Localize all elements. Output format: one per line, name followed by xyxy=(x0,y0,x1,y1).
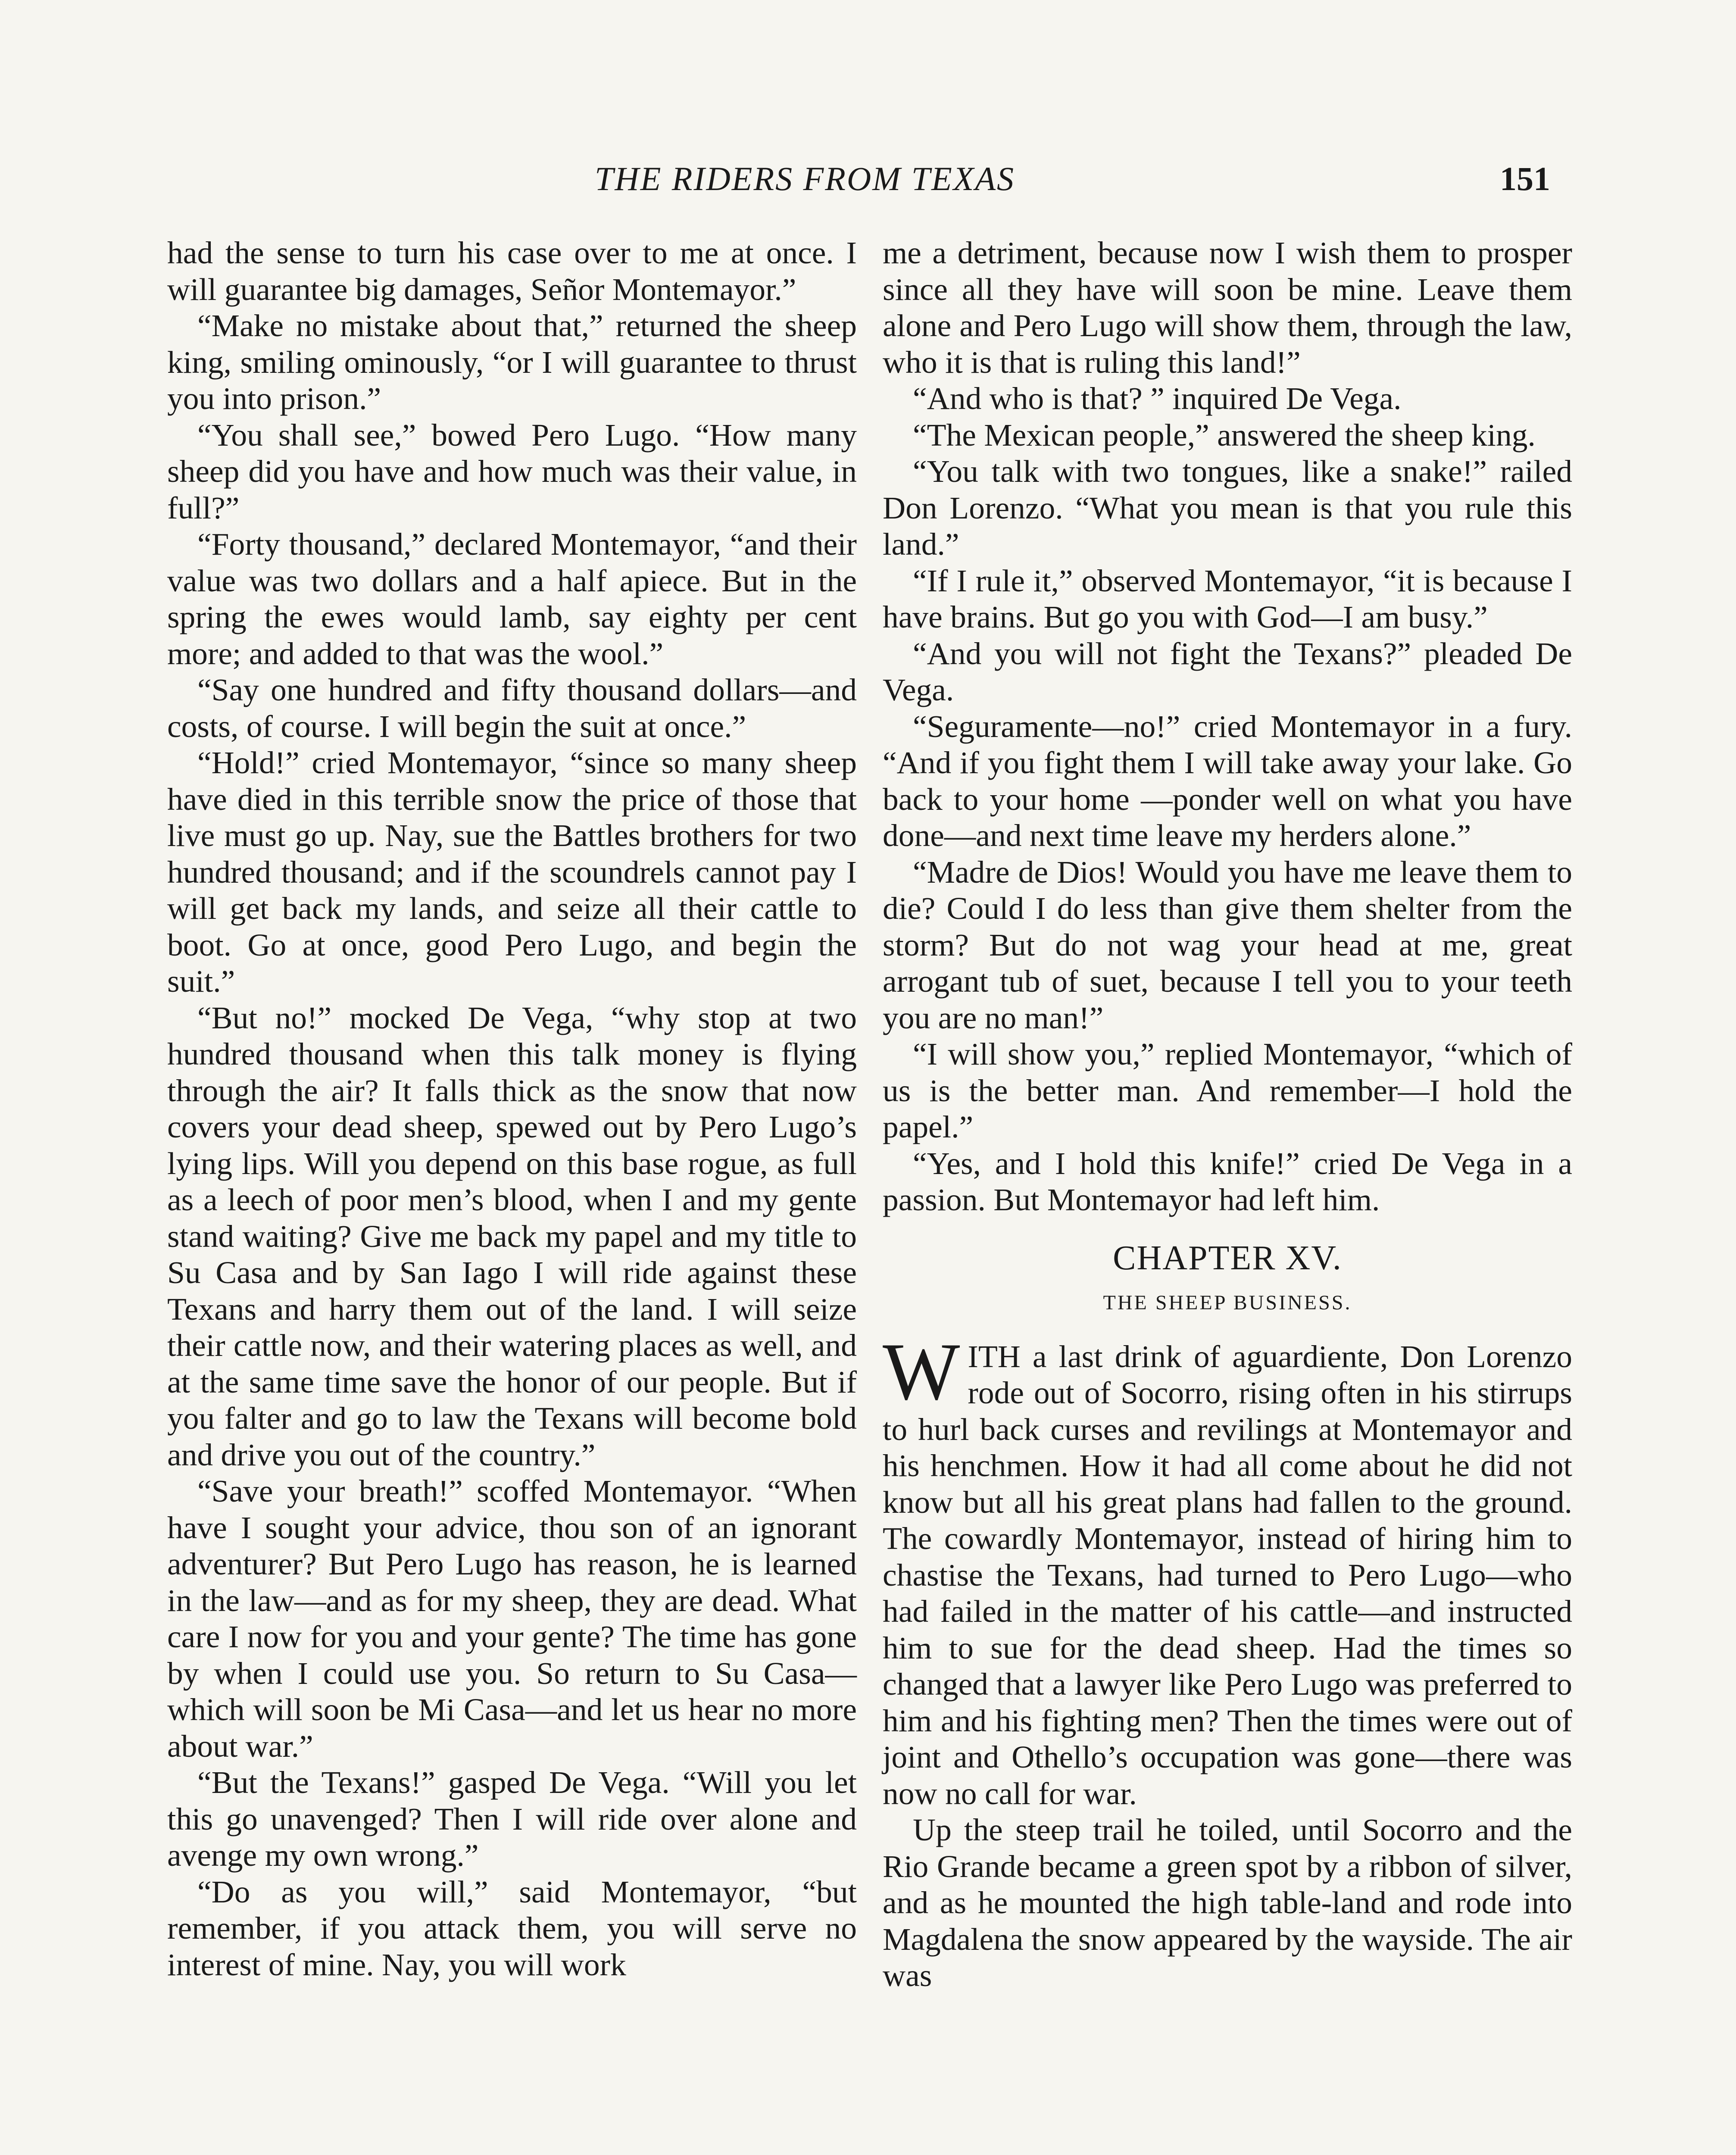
chapter-opening-paragraph xyxy=(883,1326,1572,1812)
paragraph: “The Mexican people,” answered the sheep king. xyxy=(913,417,1536,453)
paragraph: “Say one hundred and fifty thousand dollars—and costs, of course. I will begin the suit at once.” xyxy=(167,672,857,744)
paragraph: had the sense to turn his case over to me at once. I will guarantee big damages, Señor Montemayor.” xyxy=(167,235,857,307)
paragraph: “Madre de Dios! Would you have me leave them to die? Could I do less than give them shelter from the storm? But do not wag your head at me, great arrogant tub of suet, because I tell you to your teeth you are no man!” xyxy=(883,854,1572,1035)
page-number: 151 xyxy=(1500,160,1550,197)
paragraph: “Hold!” cried Montemayor, “since so many sheep have died in this terrible snow the price of those that live must go up. Nay, sue the Battles brothers for two hundred thousand; and if the scoundrels cannot pay I will get back my lands, and seize all their cattle to boot. Go at once, good Pero Lugo, and begin the suit.” xyxy=(167,745,857,999)
paragraph: me a detriment, because now I wish them to prosper since all they have will soon be mine. Leave them alone and Pero Lugo will show them, through the law, who it is that is ruling this land!” xyxy=(883,235,1572,380)
left-column xyxy=(167,235,857,1983)
paragraph: “Yes, and I hold this knife!” cried De Vega in a passion. But Montemayor had left him. xyxy=(883,1146,1572,1217)
chapter-heading: CHAPTER XV. xyxy=(1113,1239,1342,1277)
paragraph: “You shall see,” bowed Pero Lugo. “How many sheep did you have and how much was their value, in full?” xyxy=(167,417,857,525)
paragraph: “Do as you will,” said Montemayor, “but remember, if you attack them, you will serve no interest of mine. Nay, you will work xyxy=(167,1874,857,1982)
paragraph: “Seguramente—no!” cried Montemayor in a fury. “And if you fight them I will take away your lake. Go back to your home —ponder well on what you have done—and next time leave my herders alone.” xyxy=(883,709,1572,853)
paragraph: “If I rule it,” observed Montemayor, “it is because I have brains. But go you with God—I am busy.” xyxy=(883,563,1572,634)
paragraph: “And who is that? ” inquired De Vega. xyxy=(913,381,1402,416)
running-head: THE RIDERS FROM TEXAS xyxy=(595,160,1015,197)
paragraph: “But the Texans!” gasped De Vega. “Will you let this go unavenged? Then I will ride over alone and avenge my own wrong.” xyxy=(167,1765,857,1873)
paragraph: “Make no mistake about that,” returned the sheep king, smiling ominously, “or I will guarantee to thrust you into prison.” xyxy=(167,308,857,416)
right-column xyxy=(883,235,1572,1994)
paragraph: “Save your breath!” scoffed Montemayor. “When have I sought your advice, thou son of an ignorant adventurer? But Pero Lugo has reason, he is learned in the law—and as for my sheep, they are dead. What care I now for you and your gente? The time has gone by when I could use you. So return to Su Casa—which will soon be Mi Casa—and let us hear no more about war.” xyxy=(167,1474,857,1764)
paragraph: “I will show you,” replied Montemayor, “which of us is the better man. And remember—I hold the papel.” xyxy=(883,1037,1572,1144)
paragraph: “Forty thousand,” declared Montemayor, “and their value was two dollars and a half apiece. But in the spring the ewes would lamb, say eighty per cent more; and added to that was the wool.” xyxy=(167,527,857,671)
paragraph: “But no!” mocked De Vega, “why stop at two hundred thousand when this talk money is flying through the air? It falls thick as the snow that now covers your dead sheep, spewed out by Pero Lugo’s lying lips. Will you depend on this base rogue, as full as a leech of poor men’s blood, when I and my gente stand waiting? Give me back my papel and my title to Su Casa and by San Iago I will ride against these Texans and harry them out of the land. I will seize their cattle now, and their watering places as well, and at the same time save the honor of our people. But if you falter and go to law the Texans will become bold and drive you out of the country.” xyxy=(167,1000,857,1472)
paragraph: “You talk with two tongues, like a snake!” railed Don Lorenzo. “What you mean is that you rule this land.” xyxy=(883,454,1572,562)
chapter-subheading: THE SHEEP BUSINESS. xyxy=(1103,1291,1352,1314)
paragraph-text: ITH a last drink of aguardiente, Don Lorenzo rode out of Socorro, rising often in his stirrups to hurl back curses and revilings at Montemayor and his henchmen. How it had all come about he did not know but all his great plans had fallen to the ground. The cowardly Montemayor, instead of hiring him to chastise the Texans, had turned to Pero Lugo—who had failed in the matter of his cattle—and instructed him to sue for the dead sheep. Had the times so changed that a lawyer like Pero Lugo was preferred to him and his fighting men? Then the times were out of joint and Othello’s occupation was gone—there was now no call for war. xyxy=(883,1339,1572,1811)
paragraph: “And you will not fight the Texans?” pleaded De Vega. xyxy=(883,636,1572,707)
drop-cap: W xyxy=(883,1326,960,1417)
paragraph: Up the steep trail he toiled, until Socorro and the Rio Grande became a green spot by a ribbon of silver, and as he mounted the high table-land and rode into Magdalena the snow appeared by the wayside. The air was xyxy=(883,1812,1572,1993)
